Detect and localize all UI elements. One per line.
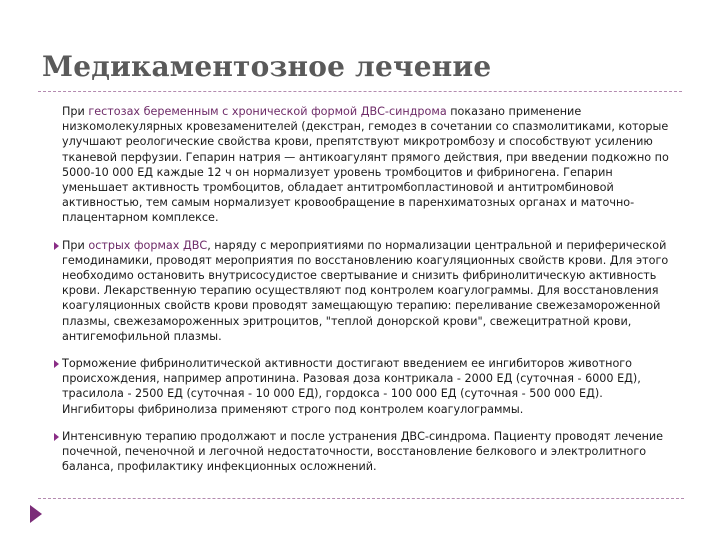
paragraph-2-prefix: При [62,238,89,252]
paragraph-2-text: , наряду с мероприятиями по нормализации центральной и периферической гемодинамики, проводят мероприятия по восстановлению коагуляционных свойств крови. Для этого необходимо остановить внутрисосудистое свертывание и снизить фибринолитическую активность крови. Лекарственную терапию осуществляют под контролем коагулограммы. Для восстановления коагуляционных свойств крови проводят замещающую терапию: переливание свежезамороженной плазмы, свежезамороженных эритроцитов, "теплой донорской крови", свежецитратной крови, антигемофильной плазмы. [62,238,669,343]
triangle-bullet-icon [54,360,59,368]
paragraph-3-text: Торможение фибринолитической активности достигают введением ее ингибиторов животного происхождения, например апротинина. Разовая доза контрикала - 2000 ЕД (суточная - 6000 ЕД), трасилола - 2500 ЕД (суточная - 10 000 ЕД), гордокса - 100 000 ЕД (суточная - 500 000 ЕД). Ингибиторы фибринолиза применяют строго под контролем коагулограммы. [62,357,641,416]
triangle-bullet-icon [54,242,59,250]
paragraph-2-highlight: острых формах ДВС [88,238,208,252]
paragraph-4-text: Интенсивную терапию продолжают и после устранения ДВС-синдрома. Пациенту проводят лечение почечной, печеночной и легочной недостаточности, восстановление белкового и электролитного баланса, профилактику инфекционных осложнений. [62,429,664,474]
triangle-arrow-icon [30,505,42,523]
paragraph-1 [40,104,678,226]
footer-divider [38,498,684,499]
paragraph-2 [40,238,678,344]
paragraph-1-text: показано применение низкомолекулярных кровезаменителей (декстран, гемодез в сочетании со спазмолитиками, которые улучшают реологические свойства крови, препятствуют микротромбозу и способствуют усилению тканевой перфузии. Гепарин натрия — антикоагулянт прямого действия, при введении подкожно по 5000-10 000 ЕД каждые 12 ч он нормализует уровень тромбоцитов и фибриногена. Гепарин уменьшает активность тромбоцитов, обладает антитромбопластиновой и антитромбиновой активностью, тем самым нормализует кровообращение в паренхиматозных органах и маточно-плацентарном комплексе. [62,105,669,225]
paragraph-1-prefix: При [62,105,89,118]
slide-body [40,104,678,486]
paragraph-4 [40,429,678,475]
paragraph-3 [40,356,678,417]
triangle-bullet-icon [54,433,59,441]
slide-title: Медикаментозное лечение [42,50,492,83]
paragraph-1-highlight: гестозах беременным с хронической формой ДВС-синдрома [88,105,447,118]
title-divider [38,91,682,92]
